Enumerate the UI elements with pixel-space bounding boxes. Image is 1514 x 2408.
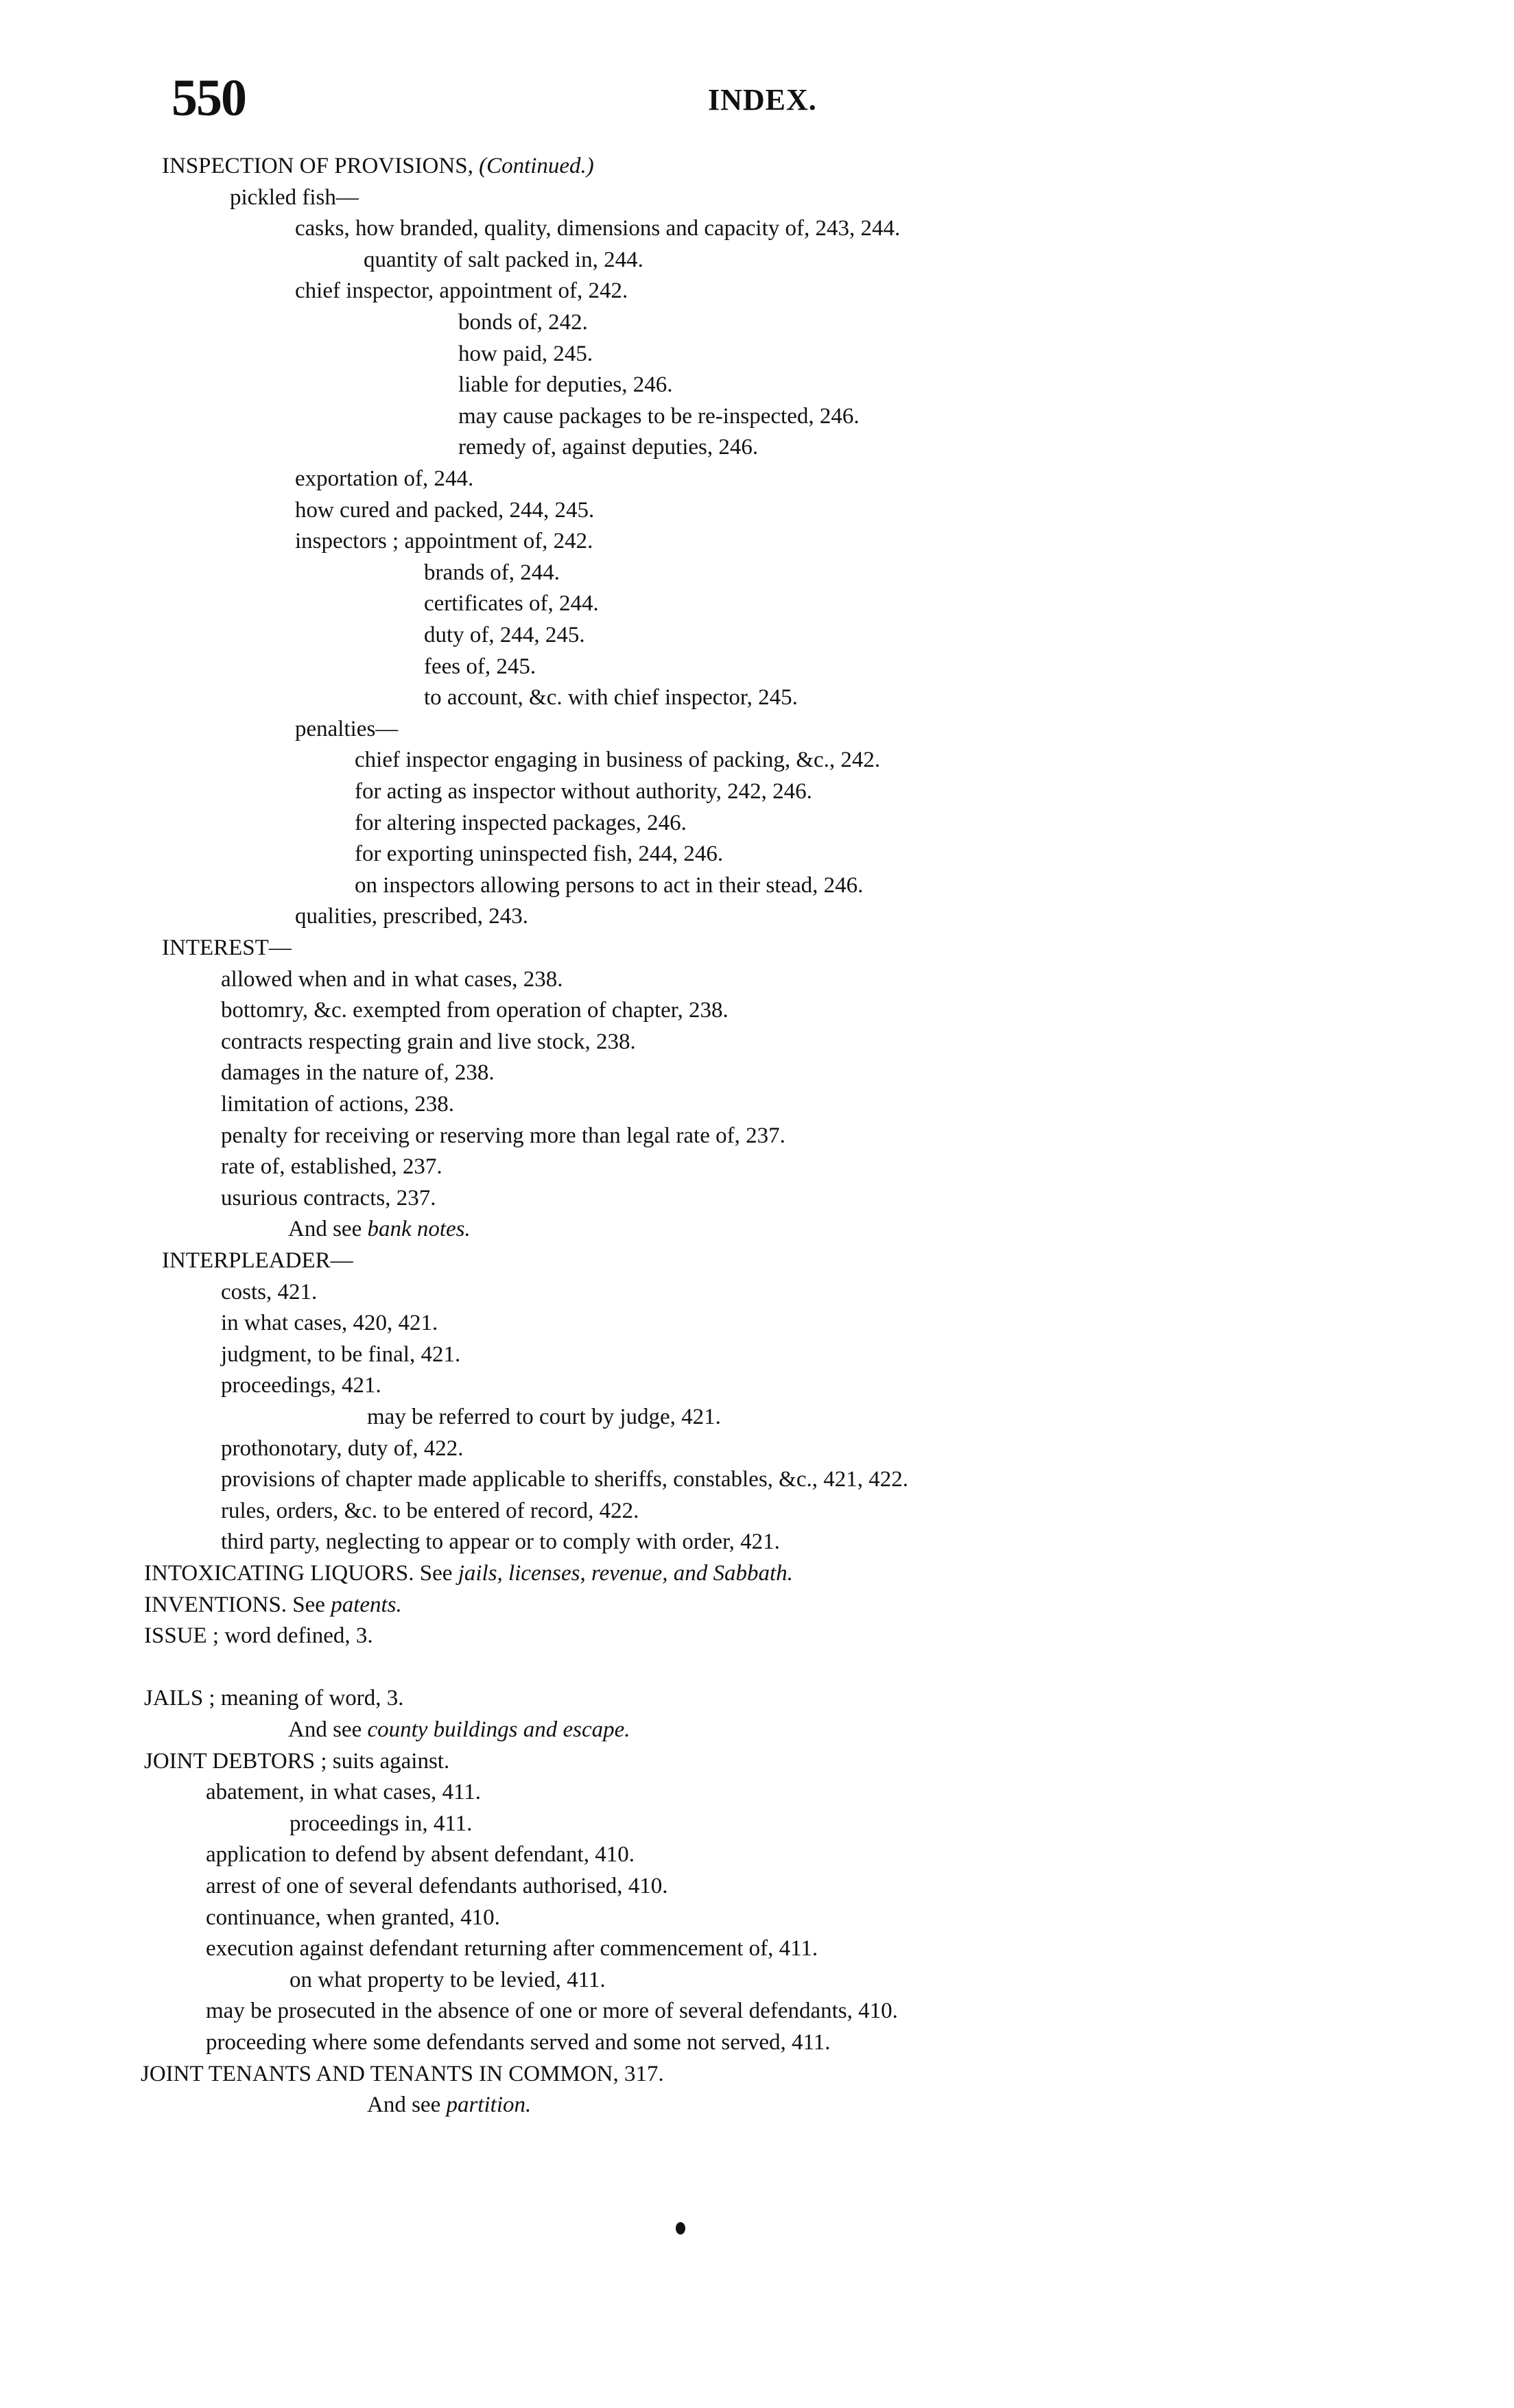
index-text: on what property to be levied, 411.	[289, 1968, 606, 1992]
index-line	[221, 1528, 780, 1555]
index-line	[295, 903, 528, 930]
index-text: how cured and packed, 244, 245.	[295, 498, 595, 523]
index-text: remedy of, against deputies, 246.	[458, 435, 759, 460]
index-line	[221, 966, 563, 993]
index-line	[355, 840, 723, 868]
index-line	[295, 715, 398, 743]
index-line	[206, 1904, 500, 1931]
index-text: JOINT DEBTORS ; suits against.	[144, 1749, 450, 1774]
index-text: in what cases, 420, 421.	[221, 1311, 438, 1335]
index-text: application to defend by absent defendant, 410.	[206, 1842, 635, 1867]
index-line	[221, 1278, 317, 1306]
index-text: proceedings, 421.	[221, 1373, 381, 1398]
index-text: rate of, established, 237.	[221, 1154, 442, 1179]
index-text: duty of, 244, 245.	[424, 623, 585, 647]
index-text: exportation of, 244.	[295, 466, 474, 491]
index-text: And see	[288, 1217, 368, 1241]
index-line	[221, 1090, 454, 1118]
cross-reference: jails, licenses, revenue, and Sabbath.	[458, 1561, 793, 1586]
index-text: quantity of salt packed in, 244.	[364, 248, 643, 272]
index-text: allowed when and in what cases, 238.	[221, 967, 563, 992]
index-text: usurious contracts, 237.	[221, 1186, 436, 1211]
index-line	[295, 215, 900, 242]
index-text: JOINT TENANTS AND TENANTS IN COMMON, 317.	[141, 2062, 664, 2086]
index-line	[221, 1153, 442, 1180]
index-text: INVENTIONS. See	[144, 1593, 331, 1617]
index-line	[424, 559, 560, 586]
index-line	[424, 684, 798, 711]
index-text: proceedings in, 411.	[289, 1811, 473, 1836]
index-line	[221, 1466, 908, 1493]
index-text: rules, orders, &c. to be entered of record, 422.	[221, 1499, 639, 1523]
index-text: damages in the nature of, 238.	[221, 1060, 495, 1085]
index-text: INTERPLEADER—	[162, 1248, 353, 1273]
index-text: execution against defendant returning after commencement of, 411.	[206, 1936, 818, 1961]
index-text: bonds of, 242.	[458, 310, 588, 335]
index-text: for acting as inspector without authority, 242, 246.	[355, 779, 812, 804]
index-line	[206, 1872, 668, 1900]
index-line	[144, 1560, 793, 1587]
index-text: INSPECTION OF PROVISIONS,	[162, 154, 480, 178]
index-line	[288, 1716, 630, 1743]
index-line	[424, 653, 536, 680]
cross-reference: county buildings and escape.	[367, 1717, 630, 1742]
index-text: proceeding where some defendants served and some not served, 411.	[206, 2030, 831, 2055]
cross-reference: patents.	[331, 1593, 402, 1617]
index-line	[295, 277, 628, 305]
index-line	[458, 340, 593, 368]
cross-reference: (Continued.)	[479, 154, 594, 178]
index-text: limitation of actions, 238.	[221, 1092, 455, 1117]
index-text: for exporting uninspected fish, 244, 246.	[355, 842, 724, 866]
index-line	[367, 1403, 721, 1431]
index-line	[206, 1935, 818, 1962]
index-line	[141, 2060, 664, 2088]
index-text: qualities, prescribed, 243.	[295, 904, 528, 929]
index-text: to account, &c. with chief inspector, 245.	[424, 685, 798, 710]
index-line	[221, 1372, 381, 1399]
index-text: inspectors ; appointment of, 242.	[295, 529, 593, 553]
index-line	[458, 433, 758, 461]
index-line	[221, 1122, 785, 1149]
index-text: judgment, to be final, 421.	[221, 1342, 461, 1367]
index-text: prothonotary, duty of, 422.	[221, 1436, 464, 1461]
index-line	[295, 527, 593, 555]
index-line	[206, 2029, 831, 2056]
index-line	[221, 1028, 636, 1056]
index-line	[424, 590, 599, 617]
index-line	[355, 746, 880, 774]
index-text: third party, neglecting to appear or to comply with order, 421.	[221, 1529, 780, 1554]
index-text: fees of, 245.	[424, 654, 536, 679]
index-line	[424, 621, 585, 649]
index-line	[288, 1215, 471, 1243]
index-line	[367, 2091, 531, 2119]
index-text: contracts respecting grain and live stock, 238.	[221, 1029, 636, 1054]
index-text: casks, how branded, quality, dimensions and capacity of, 243, 244.	[295, 216, 901, 241]
index-line	[458, 371, 673, 398]
index-text: And see	[367, 2093, 447, 2117]
ink-dot	[676, 2222, 685, 2234]
index-text: And see	[288, 1717, 368, 1742]
index-text: chief inspector, appointment of, 242.	[295, 278, 628, 303]
index-text: bottomry, &c. exempted from operation of chapter, 238.	[221, 998, 729, 1023]
index-line	[221, 1341, 460, 1368]
index-line	[355, 778, 812, 805]
index-text: provisions of chapter made applicable to sheriffs, constables, &c., 421, 422.	[221, 1467, 908, 1492]
index-line	[206, 1997, 898, 2025]
cross-reference: partition.	[446, 2093, 532, 2117]
index-text: costs, 421.	[221, 1280, 318, 1304]
index-text: arrest of one of several defendants authorised, 410.	[206, 1874, 668, 1898]
index-text: JAILS ; meaning of word, 3.	[144, 1686, 404, 1710]
index-text: continuance, when granted, 410.	[206, 1905, 500, 1930]
index-line	[364, 246, 643, 274]
index-line	[144, 1748, 449, 1775]
index-text: INTOXICATING LIQUORS. See	[144, 1561, 458, 1586]
index-line	[230, 184, 359, 211]
index-line	[458, 309, 588, 336]
index-text: for altering inspected packages, 246.	[355, 811, 687, 835]
index-text: on inspectors allowing persons to act in their stead, 246.	[355, 873, 864, 898]
index-line	[221, 1497, 639, 1525]
index-text: penalties—	[295, 717, 399, 741]
index-text: abatement, in what cases, 411.	[206, 1780, 482, 1804]
index-line	[162, 152, 594, 180]
index-text: how paid, 245.	[458, 342, 593, 366]
index-line	[458, 403, 860, 430]
index-line	[221, 1435, 463, 1462]
index-text: may cause packages to be re-inspected, 246.	[458, 404, 860, 429]
index-line	[206, 1841, 635, 1868]
index-line	[289, 1966, 606, 1994]
index-text: may be referred to court by judge, 421.	[367, 1405, 721, 1429]
index-line	[221, 1059, 495, 1086]
index-line	[206, 1778, 481, 1806]
index-text: may be prosecuted in the absence of one or more of several defendants, 410.	[206, 1999, 898, 2023]
index-line	[355, 872, 863, 899]
index-text: certificates of, 244.	[424, 591, 599, 616]
page-number: 550	[171, 69, 246, 127]
index-text: pickled fish—	[230, 185, 359, 210]
index-line	[355, 809, 687, 837]
index-line	[295, 465, 473, 492]
index-line	[295, 497, 594, 524]
index-text: brands of, 244.	[424, 560, 560, 585]
index-text: penalty for receiving or reserving more than legal rate of, 237.	[221, 1123, 785, 1148]
index-line	[144, 1622, 373, 1649]
running-head: INDEX.	[708, 83, 817, 117]
index-line	[162, 934, 292, 962]
index-text: liable for deputies, 246.	[458, 372, 673, 397]
index-line	[144, 1591, 402, 1619]
index-line	[221, 1184, 436, 1212]
index-line	[289, 1810, 472, 1837]
index-text: chief inspector engaging in business of packing, &c., 242.	[355, 748, 881, 772]
index-line	[221, 1309, 438, 1337]
index-text: ISSUE ; word defined, 3.	[144, 1623, 373, 1648]
index-line	[162, 1247, 353, 1274]
index-text: INTEREST—	[162, 935, 292, 960]
index-line	[221, 997, 729, 1024]
index-line	[144, 1684, 404, 1712]
cross-reference: bank notes.	[367, 1217, 471, 1241]
